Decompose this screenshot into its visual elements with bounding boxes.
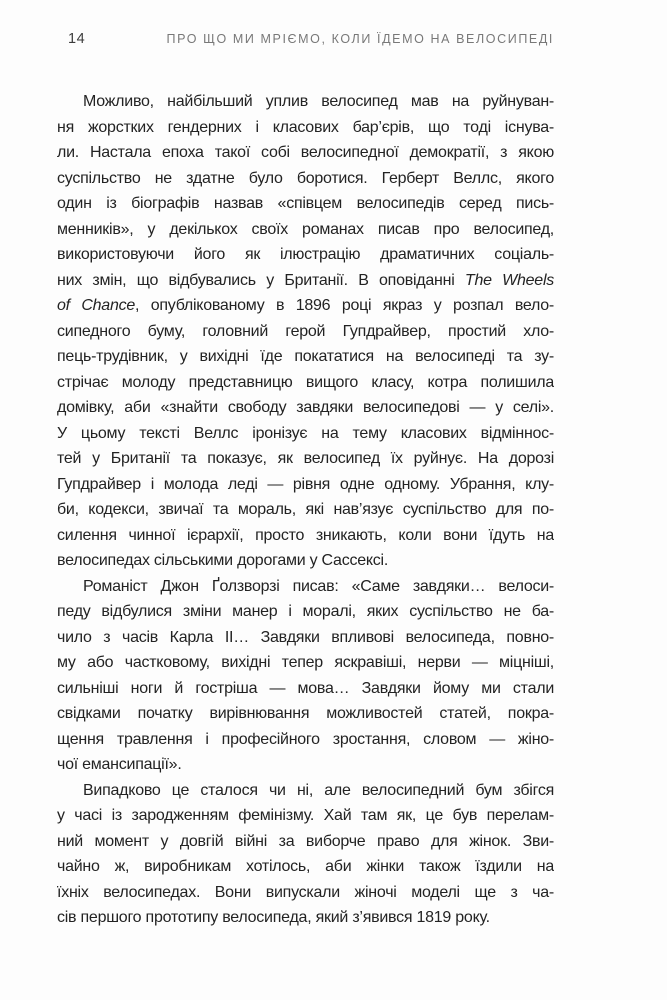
text-segment: пець-трудівник, у вихідні їде покататися на велосипеді та зу- <box>57 348 554 365</box>
paragraph <box>57 778 554 931</box>
text-segment: менників», у декількох своїх романах писав про велосипед, <box>57 220 554 238</box>
text-line <box>57 115 554 141</box>
text-line <box>57 599 554 625</box>
text-segment: , опублікованому в 1896 році якраз у розпал вело- <box>135 297 554 314</box>
text-line <box>57 574 554 600</box>
text-line <box>57 268 554 294</box>
text-segment: один із біографів назвав «співцем велосипедів серед пись- <box>57 195 554 212</box>
text-segment: них змін, що відбувались у Британії. В оповіданні <box>57 271 465 289</box>
text-line <box>57 650 554 676</box>
text-segment: чої емансипації». <box>57 756 182 773</box>
text-line <box>57 752 554 778</box>
text-segment: свідками початку вирівнювання можливостей статей, покра- <box>57 705 554 722</box>
text-segment: Романіст Джон Ґолзворзі писав: «Саме завдяки… велоси- <box>83 577 554 595</box>
text-segment: домівку, аби «знайти свободу завдяки велосипедові — у селі». <box>57 399 554 416</box>
text-line <box>57 472 554 498</box>
text-line <box>57 676 554 702</box>
text-line <box>57 319 554 345</box>
text-segment: використовуючи його як ілюстрацію драматичних соціаль- <box>57 246 554 263</box>
text-segment: чайно ж, виробникам хотілось, аби жінки також їздили на <box>57 858 554 875</box>
italic-text: of Chance <box>57 297 135 314</box>
text-block <box>57 89 554 931</box>
text-segment: сів першого прототипу велосипеда, який з’явився 1819 року. <box>57 909 490 926</box>
text-segment: їхніх велосипедах. Вони випускали жіночі моделі ще з ча- <box>57 883 554 901</box>
text-line <box>57 880 554 906</box>
text-segment: чило з часів Карла II… Завдяки впливові велосипеда, повно- <box>57 628 554 646</box>
text-segment: Можливо, найбільший уплив велосипед мав на руйнуван- <box>83 93 554 110</box>
text-line <box>57 497 554 523</box>
text-segment: му або частковому, вихідні тепер яскравіші, нерви — міцніші, <box>57 654 554 671</box>
text-line <box>57 293 554 319</box>
text-line <box>57 89 554 115</box>
text-segment: ний момент у довгій війні за виборче право для жінок. Зви- <box>57 832 554 850</box>
text-line <box>57 166 554 192</box>
paragraph <box>57 574 554 778</box>
text-segment: суспільство не здатне було боротися. Герберт Веллс, якого <box>57 169 554 187</box>
text-segment: велосипедах сільськими дорогами у Сассексі. <box>57 552 389 569</box>
text-segment: би, кодекси, звичаї та мораль, які нав’язує суспільство для по- <box>57 501 554 518</box>
page-header <box>57 31 554 47</box>
text-line <box>57 140 554 166</box>
page-number: 14 <box>68 31 86 47</box>
running-head: ПРО ЩО МИ МРІЄМО, КОЛИ ЇДЕМО НА ВЕЛОСИПЕДІ <box>166 32 554 46</box>
text-segment: ня жорстких гендерних і класових бар’єрів, що тоді існува- <box>57 118 554 136</box>
text-line <box>57 625 554 651</box>
text-line <box>57 191 554 217</box>
text-line <box>57 854 554 880</box>
text-segment: у часі із зародженням фемінізму. Хай там як, це був перелам- <box>57 807 554 824</box>
text-line <box>57 905 554 931</box>
text-segment: педу відбулися зміни манер і моралі, яких суспільство не ба- <box>57 603 554 620</box>
text-line <box>57 803 554 829</box>
text-segment: сильніші ноги й гостріша — мова… Завдяки йому ми стали <box>57 679 554 697</box>
text-segment: ли. Настала епоха такої собі велосипедної демократії, з якою <box>57 144 554 161</box>
text-line <box>57 778 554 804</box>
text-line <box>57 344 554 370</box>
text-line <box>57 523 554 549</box>
text-segment: стрічає молоду представницю вищого класу, котра полишила <box>57 373 554 391</box>
text-segment: Випадково це сталося чи ні, але велосипедний бум збігся <box>83 781 554 799</box>
text-line <box>57 701 554 727</box>
text-segment: Гупдрайвер і молода леді — рівня одне одному. Убрання, клу- <box>57 475 554 493</box>
text-line <box>57 370 554 396</box>
text-line <box>57 727 554 753</box>
italic-text: The Wheels <box>464 271 554 289</box>
text-line <box>57 446 554 472</box>
text-line <box>57 217 554 243</box>
text-line <box>57 829 554 855</box>
text-line <box>57 395 554 421</box>
text-segment: силення чинної ієрархії, просто зникають, коли вони їдуть на <box>57 526 554 544</box>
text-segment: щення травлення і професійного зростання, словом — жіно- <box>57 730 554 748</box>
text-segment: сипедного буму, головний герой Гупдрайвер, простий хло- <box>57 322 554 340</box>
text-line <box>57 548 554 574</box>
paragraph <box>57 89 554 574</box>
text-segment: тей у Британії та показує, як велосипед їх руйнує. На дорозі <box>57 450 554 467</box>
text-line <box>57 242 554 268</box>
text-line <box>57 421 554 447</box>
text-segment: У цьому тексті Веллс іронізує на тему класових відміннос- <box>57 424 554 442</box>
